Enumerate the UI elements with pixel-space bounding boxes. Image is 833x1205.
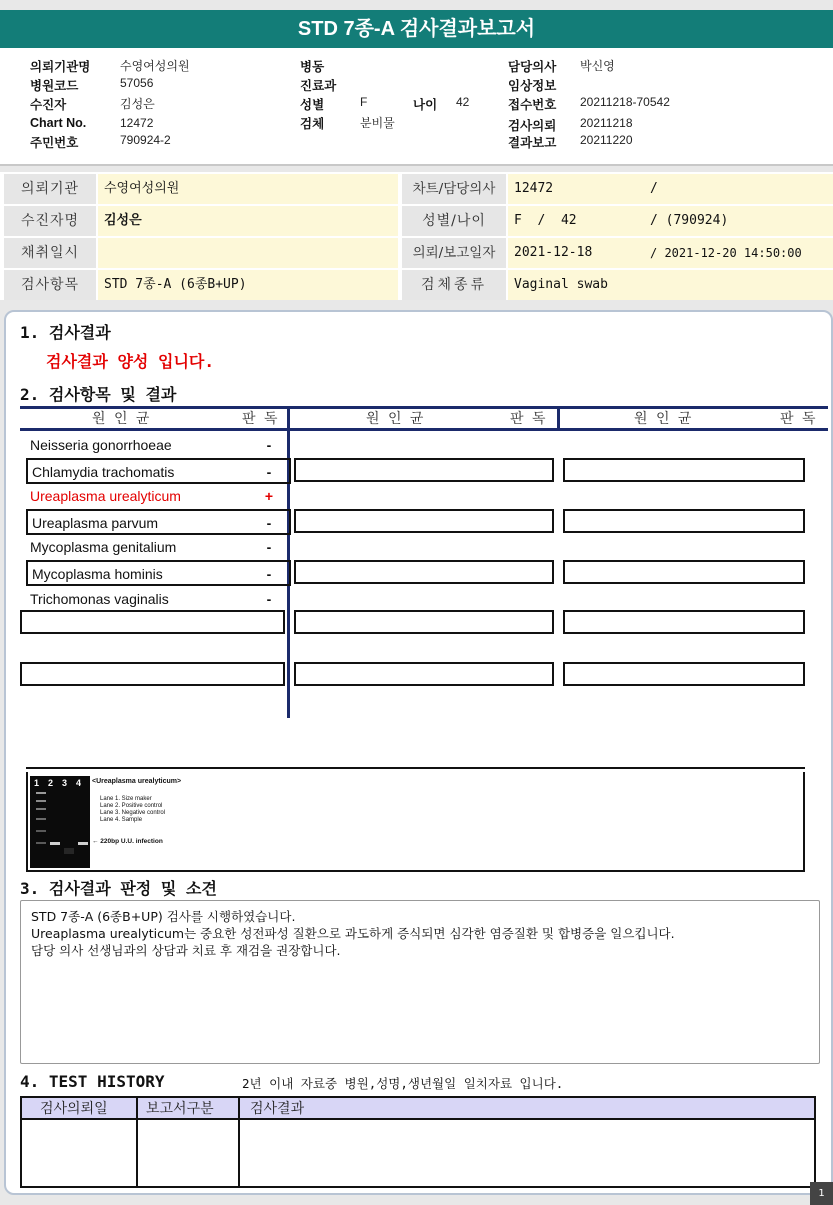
request-date: 2021-12-18 [514,245,593,260]
summary-label: 검체 [300,117,325,131]
gel-lane-label: 1 [34,778,40,788]
column-divider [557,406,560,430]
summary-value: 57056 [120,76,154,90]
organism-result: - [266,437,272,453]
result-row [26,509,291,535]
summary-value: 790924-2 [120,133,171,147]
patient-info-table [0,172,833,300]
summary-label: Chart No. [30,116,87,130]
sex-age-value [508,206,833,236]
summary-label: 진료과 [300,79,337,93]
birth-value: / (790924) [650,213,729,228]
chart-number: 12472 [514,181,554,196]
empty-result-cell [20,662,285,686]
section-3-heading: 3. 검사결과 판정 및 소견 [20,879,217,898]
gel-lane-label: 3 [62,778,68,788]
empty-result-cell [563,509,805,533]
sex-age: F / 42 [514,213,577,228]
chart-label: 차트/담당의사 [402,174,506,204]
organism-result: - [266,591,272,607]
gel-electrophoresis-image [30,776,90,868]
figure-rule [26,767,805,769]
results-header-rule [20,428,828,431]
col-organism-3: 원 인 균 [634,411,692,427]
collect-value [98,238,398,268]
gel-legend: Lane 4. Sample [100,817,143,823]
gel-legend: Lane 3. Negative control [100,810,166,816]
report-panel [4,310,833,1195]
section-1-heading: 1. 검사결과 [20,323,111,342]
summary-label: 병동 [300,60,325,74]
summary-value: 20211220 [580,133,633,147]
opinion-line: STD 7종-A (6종B+UP) 검사를 시행하였습니다. [31,909,296,924]
dates-value [508,238,833,268]
summary-label: 의뢰기관명 [30,60,91,74]
empty-result-cell [563,662,805,686]
summary-label: 결과보고 [508,136,557,150]
organism-result: + [264,488,274,504]
organism-name: Mycoplasma genitalium [30,539,177,555]
empty-result-cell [294,610,554,634]
organism-name: Chlamydia trachomatis [32,464,175,480]
gel-legend: Lane 2. Positive control [100,803,163,809]
gel-title: <Ureaplasma urealyticum> [92,778,182,785]
section-4-heading: 4. TEST HISTORY [20,1072,165,1091]
test-label: 검사항목 [4,270,96,300]
col-organism-2: 원 인 균 [366,411,424,427]
gel-lane-label: 4 [76,778,82,788]
history-header-row [22,1098,814,1120]
report-date: / 2021-12-20 14:50:00 [650,246,802,260]
specimen-label: 검체종류 [402,270,506,300]
gel-legend: Lane 1. Size maker [100,796,152,802]
opinion-line: 담당 의사 선생님과의 상담과 치료 후 재검을 권장합니다. [31,943,341,958]
gel-figure-frame [26,772,805,872]
organism-name: Mycoplasma hominis [32,566,163,582]
summary-value: 분비물 [360,116,395,130]
opinion-line: Ureaplasma urealyticum는 중요한 성전파성 질환으로 과도하게 증식되면 심각한 염증질환 및 합병증을 일으킵니다. [31,926,675,941]
dates-label: 의뢰/보고일자 [402,238,506,268]
result-row [26,587,291,611]
history-col-report-type: 보고서구분 [146,1101,214,1117]
col-result-2: 판 독 [510,411,546,427]
institution-value: 수영여성의원 [98,174,398,204]
summary-header [0,48,833,166]
summary-value: 42 [456,95,470,109]
history-col-result: 검사결과 [250,1101,305,1117]
summary-label: 접수번호 [508,98,557,112]
summary-label: 임상정보 [508,79,557,93]
empty-result-cell [294,509,554,533]
empty-result-cell [563,610,805,634]
report-title: STD 7종-A 검사결과보고서 [0,10,833,48]
summary-value: 12472 [120,116,154,130]
summary-label: 주민번호 [30,136,79,150]
summary-label: 담당의사 [508,60,557,74]
organism-name: Trichomonas vaginalis [30,591,169,607]
organism-result: - [266,539,272,555]
result-row [26,433,291,457]
empty-result-cell [294,458,554,482]
summary-value: F [360,95,368,109]
result-row [26,458,291,484]
chart-value [508,174,833,204]
empty-result-cell [563,458,805,482]
result-row [26,535,291,559]
empty-result-cell [563,560,805,584]
section-2-heading: 2. 검사항목 및 결과 [20,385,177,404]
opinion-box [20,900,820,1064]
patient-value: 김성은 [98,206,398,236]
col-result-3: 판 독 [780,411,816,427]
specimen-value: Vaginal swab [508,270,833,300]
history-col-request-date: 검사의뢰일 [40,1101,108,1117]
summary-label: 성별 [300,98,325,112]
history-table [20,1096,816,1188]
organism-result: - [266,515,272,531]
gel-band-label: ← 220bp U.U. infection [92,838,163,845]
institution-label: 의뢰기관 [4,174,96,204]
summary-value: 박신영 [580,59,615,73]
empty-result-cell [294,560,554,584]
history-column-divider [136,1098,138,1186]
summary-label: 검사의뢰 [508,119,557,133]
organism-name: Ureaplasma parvum [32,515,159,531]
empty-result-cell [294,662,554,686]
history-note: 2년 이내 자료중 병원,성명,생년월일 일치자료 입니다. [242,1076,564,1091]
gel-lane-label: 2 [48,778,54,788]
summary-value: 20211218 [580,116,633,130]
col-organism-1: 원 인 균 [92,411,150,427]
summary-label: 나이 [413,98,438,112]
col-result-1: 판 독 [242,411,278,427]
organism-name: Neisseria gonorrhoeae [30,437,172,453]
sex-age-label: 성별/나이 [402,206,506,236]
patient-label: 수진자명 [4,206,96,236]
organism-name: Ureaplasma urealyticum [30,488,181,504]
summary-value: 김성은 [120,97,155,111]
empty-result-cell [20,610,285,634]
collect-label: 채취일시 [4,238,96,268]
result-row [26,560,291,586]
result-row-positive [26,484,291,508]
organism-result: - [266,566,272,582]
summary-label: 수진자 [30,98,67,112]
summary-value: 수영여성의원 [120,59,190,73]
positive-result-message: 검사결과 양성 입니다. [46,352,215,371]
test-value: STD 7종-A (6종B+UP) [98,270,398,300]
chart-doctor: / [650,181,658,196]
summary-value: 20211218-70542 [580,95,670,109]
summary-label: 병원코드 [30,79,79,93]
page-number: 1 [810,1182,833,1205]
organism-result: - [266,464,272,480]
history-column-divider [238,1098,240,1186]
gel-bands [30,776,90,868]
